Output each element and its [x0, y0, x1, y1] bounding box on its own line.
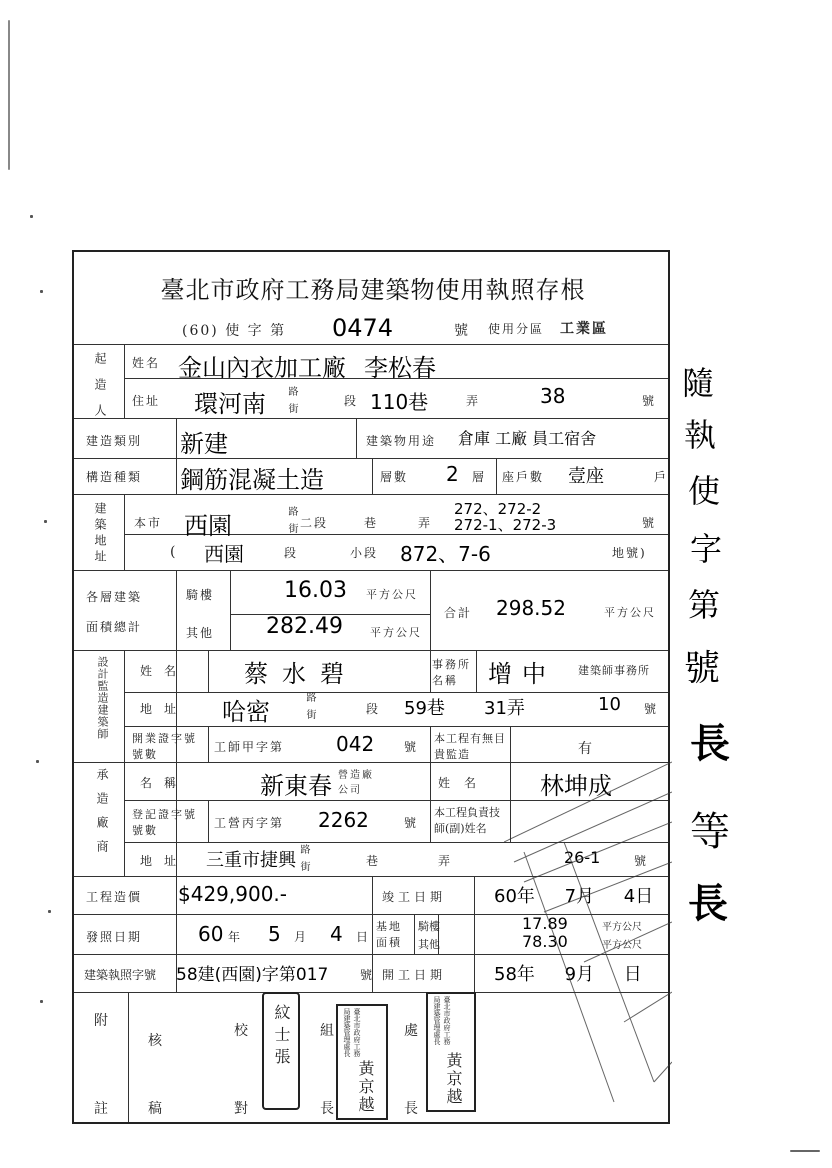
- margin-char: 長: [690, 721, 730, 767]
- architect-name-value: 蔡水碧: [244, 660, 358, 688]
- initiator-lane: 110巷: [370, 390, 429, 414]
- site-no-suffix: 號: [642, 516, 657, 530]
- note-char: 組: [320, 1023, 336, 1039]
- alley-label: 弄: [466, 394, 481, 408]
- col-rule: [176, 570, 177, 650]
- section-label: 段: [344, 394, 359, 408]
- number-prefix: (60) 使 字 第: [182, 323, 287, 339]
- col-rule: [430, 800, 431, 842]
- stamp2-title: 臺北市政府工務局建築管理處長: [343, 1008, 361, 1057]
- permit-value: 58建(西園)字第017: [176, 965, 329, 985]
- contractor-address-value: 三重市捷興: [206, 850, 296, 871]
- row-rule: [124, 692, 668, 693]
- col-rule: [474, 876, 475, 992]
- other-unit: 平方公尺: [370, 626, 422, 639]
- units-label: 座戶數: [502, 470, 545, 484]
- scan-speck: [40, 290, 43, 293]
- architect-address-label: 地址: [140, 702, 189, 716]
- site-section: 二段: [300, 516, 329, 530]
- contractor-owner-label: 姓名: [438, 776, 491, 790]
- start-label: 開工日期: [382, 968, 447, 982]
- note-char: 對: [234, 1101, 250, 1117]
- col-rule: [372, 458, 373, 494]
- architect-license-number: 042: [336, 732, 375, 756]
- row-rule: [74, 418, 668, 419]
- contractor-license-suffix: 號: [404, 816, 419, 830]
- structure-label: 構造種類: [86, 470, 143, 484]
- scan-speck: [8, 20, 10, 170]
- architect-road-marks: 路 街: [304, 692, 315, 722]
- col-rule: [208, 650, 209, 692]
- contractor-license-number: 2262: [318, 808, 369, 832]
- initiator-name-value: 金山內衣加工廠: [178, 354, 346, 382]
- total-label: 合計: [444, 606, 473, 620]
- site-lane: 巷: [364, 516, 379, 530]
- architect-lane: 59巷: [404, 698, 445, 719]
- start-value: 58年 9月 日: [494, 964, 642, 985]
- col-rule: [430, 650, 431, 692]
- staff-seal-stamp: [262, 992, 300, 1110]
- stamp3-name: 黃京越: [444, 1052, 463, 1106]
- col-rule: [496, 458, 497, 494]
- issue-arcade-label: 騎樓: [418, 920, 440, 933]
- issue-year-unit: 年: [228, 930, 243, 944]
- lot-section: 段: [284, 546, 299, 560]
- contractor-name-value: 新東春: [260, 772, 332, 800]
- issue-arcade-unit: 平方公尺: [602, 922, 642, 933]
- initiator-name-value2: 李松春: [364, 354, 436, 382]
- architect-address-value: 哈密: [222, 698, 270, 726]
- issue-year: 60: [198, 922, 224, 946]
- note-char: 長: [320, 1101, 336, 1117]
- permit-stub-form: [72, 250, 670, 1124]
- site-label: 建築地址: [93, 502, 107, 566]
- contractor-section-label: 承造廠商: [95, 768, 109, 864]
- col-rule: [128, 992, 129, 1122]
- units-unit: 戶: [654, 470, 669, 484]
- initiator-address-value: 環河南: [194, 390, 266, 418]
- notes-label-bottom: 註: [94, 1101, 110, 1117]
- col-rule: [430, 570, 431, 650]
- lot-subsection: 小段: [350, 546, 379, 560]
- architect-section-label: 設計監造建築師: [96, 656, 109, 740]
- units-value: 壹座: [568, 466, 604, 487]
- scan-speck: [36, 760, 39, 763]
- initiator-name-label: 姓名: [132, 356, 161, 370]
- total-unit: 平方公尺: [604, 606, 656, 619]
- architect-license-label: 開業證字號號數: [132, 732, 197, 761]
- col-rule: [414, 914, 415, 954]
- supervisor-label: 本工程有無目貴監造: [434, 732, 506, 761]
- issue-day-unit: 日: [356, 930, 371, 944]
- margin-char: 長: [688, 881, 728, 927]
- site-numbers-bottom: 272-1、272-3: [454, 516, 557, 534]
- margin-char: 執: [684, 416, 717, 454]
- architect-license-suffix: 號: [404, 740, 419, 754]
- contractor-name-suffix: 營造廠 公司: [338, 770, 374, 796]
- lot-district: 西園: [204, 542, 244, 566]
- stamp2-name: 黃京越: [356, 1060, 375, 1114]
- architect-license-value: 工師甲字第: [214, 740, 285, 754]
- row-rule: [74, 344, 668, 345]
- office-label: 事務所名稱: [432, 658, 471, 687]
- scan-speck: [30, 215, 33, 218]
- issue-arcade-value: 17.89: [522, 914, 568, 933]
- scan-speck: [790, 1150, 820, 1152]
- stamp3-title: 臺北市政府工務局建築管理處長: [433, 996, 451, 1045]
- architect-name-label: 姓名: [140, 664, 189, 678]
- floors-label: 層數: [380, 470, 409, 484]
- contractor-alley: 弄: [438, 854, 453, 868]
- row-rule: [74, 494, 668, 495]
- col-rule: [124, 344, 125, 418]
- cost-value: $429,900.-: [178, 882, 288, 906]
- contractor-license-label: 登記證字號號數: [132, 808, 197, 837]
- col-rule: [430, 762, 431, 800]
- structure-value: 鋼筋混凝土造: [180, 466, 324, 494]
- row-rule: [74, 570, 668, 571]
- lot-prefix: (: [170, 544, 178, 560]
- scan-speck: [48, 910, 51, 913]
- scan-speck: [44, 520, 47, 523]
- total-value: 298.52: [496, 596, 566, 620]
- floors-value: 2: [446, 462, 459, 486]
- contractor-number: 26-1: [564, 848, 601, 867]
- row-rule: [74, 650, 668, 651]
- document-title: 臺北市政府工務局建築物使用執照存根: [160, 276, 586, 304]
- site-alley: 弄: [418, 516, 433, 530]
- other-value: 282.49: [266, 614, 343, 639]
- supervisor-value: 有: [578, 741, 594, 757]
- site-area-label: 基地面積: [376, 920, 402, 949]
- building-type-label: 建造類別: [86, 434, 143, 448]
- number-suffix: 號: [454, 323, 470, 339]
- stamp1-text: 紋士張: [272, 1004, 291, 1070]
- arcade-unit: 平方公尺: [366, 588, 418, 601]
- permit-number: 0474: [332, 314, 394, 342]
- director-seal-stamp: [336, 1004, 388, 1120]
- contractor-owner-value: 林坤成: [540, 772, 612, 800]
- floors-unit: 層: [472, 470, 487, 484]
- issue-other-unit: 平方公尺: [602, 940, 642, 951]
- arcade-label: 騎樓: [186, 588, 215, 602]
- col-rule: [208, 726, 209, 762]
- issue-other-value: 78.30: [522, 932, 568, 951]
- building-use-value: 倉庫 工廠 員工宿舍: [458, 429, 597, 448]
- lot-numbers: 872、7-6: [400, 542, 491, 566]
- scan-speck: [40, 1000, 43, 1003]
- issue-month-unit: 月: [294, 930, 309, 944]
- note-char: 校: [234, 1023, 250, 1039]
- col-rule: [356, 418, 357, 458]
- site-numbers-top: 272、272-2: [454, 500, 542, 518]
- site-district: 西園: [184, 512, 232, 540]
- col-rule: [124, 494, 125, 570]
- col-rule: [430, 726, 431, 762]
- issue-day: 4: [330, 922, 343, 946]
- contractor-road-marks: 路 街: [298, 844, 309, 874]
- contractor-lane: 巷: [366, 854, 381, 868]
- margin-char: 使: [688, 472, 721, 510]
- initiator-section-label: 起造人: [93, 352, 107, 430]
- issue-month: 5: [268, 922, 281, 946]
- note-char: 處: [404, 1023, 420, 1039]
- note-char: 長: [404, 1101, 420, 1117]
- overlapping-page-shadow: [504, 722, 672, 1122]
- col-rule: [176, 418, 177, 494]
- office-value: 增中: [488, 660, 556, 688]
- permit-label: 建築執照字號: [84, 968, 157, 982]
- completion-value: 60年 7月 4日: [494, 886, 654, 907]
- zone-label: 使用分區: [488, 322, 545, 336]
- site-road-marks: 路 街: [286, 506, 297, 536]
- completion-label: 竣工日期: [382, 890, 447, 904]
- initiator-number: 38: [540, 384, 566, 408]
- building-type-value: 新建: [180, 430, 228, 458]
- margin-char: 隨: [682, 364, 715, 402]
- director-seal-stamp: [426, 992, 476, 1112]
- col-rule: [208, 800, 209, 842]
- floor-area-label1: 各層建築: [86, 590, 143, 604]
- note-char: 核: [148, 1033, 164, 1049]
- issue-other-label: 其他: [418, 938, 440, 951]
- contractor-name-label: 名稱: [140, 776, 189, 790]
- lot-suffix: 地號): [612, 546, 647, 560]
- col-rule: [124, 650, 125, 876]
- architect-alley: 31弄: [484, 698, 525, 719]
- building-use-label: 建築物用途: [366, 434, 437, 448]
- site-city: 本市: [134, 516, 163, 530]
- col-rule: [476, 650, 477, 692]
- road-marks: 路 街: [286, 386, 297, 416]
- number-suffix: 號: [642, 394, 657, 408]
- contractor-no-suffix: 號: [634, 854, 649, 868]
- contractor-license-value: 工營丙字第: [214, 816, 285, 830]
- initiator-address-label: 住址: [132, 394, 161, 408]
- other-label: 其他: [186, 626, 215, 640]
- margin-char: 字: [690, 530, 723, 568]
- floor-area-label2: 面積總計: [86, 620, 143, 634]
- engineer-label: 本工程負責技師(副)姓名: [434, 806, 500, 835]
- note-char: 稿: [148, 1101, 164, 1117]
- permit-suffix: 號: [360, 968, 375, 982]
- office-suffix: 建築師事務所: [578, 664, 650, 677]
- margin-char: 第: [688, 586, 721, 624]
- notes-label-top: 附: [94, 1013, 110, 1029]
- col-rule: [176, 650, 177, 876]
- architect-no-suffix: 號: [644, 702, 659, 716]
- margin-char: 號: [684, 648, 721, 689]
- architect-number: 10: [598, 694, 621, 715]
- contractor-address-label: 地址: [140, 854, 189, 868]
- architect-section: 段: [366, 702, 381, 716]
- cost-label: 工程造價: [86, 890, 143, 904]
- col-rule: [230, 570, 231, 650]
- margin-char: 等: [690, 809, 730, 855]
- issue-label: 發照日期: [86, 930, 143, 944]
- zone-value: 工業區: [560, 321, 608, 337]
- arcade-value: 16.03: [284, 578, 347, 603]
- row-rule: [74, 458, 668, 459]
